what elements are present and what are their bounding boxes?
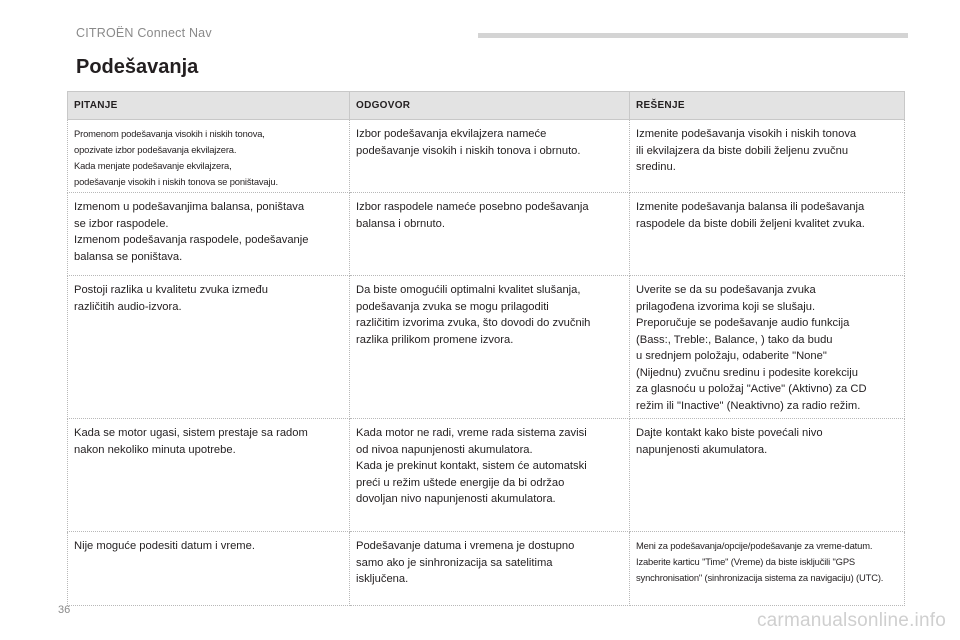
table-row bbox=[68, 276, 905, 419]
question-cell: Promenom podešavanja visokih i niskih tonova, opozivate izbor podešavanja ekvilajzera. Kada menjate podešavanje ekvilajzera, podešavanje visokih i niskih tonova se poništavaju. bbox=[68, 120, 350, 193]
table-row bbox=[68, 419, 905, 532]
page-number: 36 bbox=[58, 604, 71, 616]
question-cell: Kada se motor ugasi, sistem prestaje sa radom nakon nekoliko minuta upotrebe. bbox=[68, 419, 350, 532]
answer-cell: Da biste omogućili optimalni kvalitet slušanja, podešavanja zvuka se mogu prilagoditi različitim izvorima zvuka, što dovodi do zvučnih razlika prilikom promene izvora. bbox=[350, 276, 630, 419]
answer-cell: Izbor podešavanja ekvilajzera nameće podešavanje visokih i niskih tonova i obrnuto. bbox=[350, 120, 630, 193]
page-title: Podešavanja bbox=[76, 56, 199, 78]
header-divider bbox=[478, 33, 908, 38]
table-row bbox=[68, 532, 905, 606]
watermark-text: carmanualsonline.info bbox=[756, 610, 946, 631]
header-brand: CITROËN Connect Nav bbox=[76, 26, 212, 40]
column-header-question: PITANJE bbox=[68, 92, 350, 120]
answer-cell: Podešavanje datuma i vremena je dostupno samo ako je sinhronizacija sa satelitima isključena. bbox=[350, 532, 630, 606]
answer-cell: Kada motor ne radi, vreme rada sistema zavisi od nivoa napunjenosti akumulatora. Kada je prekinut kontakt, sistem će automatski preći u režim uštede energije da bi održao dovoljan nivo napunjenosti akumulatora. bbox=[350, 419, 630, 532]
solution-cell: Izmenite podešavanja visokih i niskih tonova ili ekvilajzera da biste dobili željenu zvučnu sredinu. bbox=[630, 120, 905, 193]
question-cell: Izmenom u podešavanjima balansa, poništava se izbor raspodele. Izmenom podešavanja raspodele, podešavanje balansa se poništava. bbox=[68, 193, 350, 276]
solution-cell: Dajte kontakt kako biste povećali nivo napunjenosti akumulatora. bbox=[630, 419, 905, 532]
solution-cell: Uverite se da su podešavanja zvuka prilagođena izvorima koji se slušaju. Preporučuje se podešavanje audio funkcija (Bass:, Treble:, Balance, ) tako da budu u srednjem položaju, odaberite "None" (Nijednu) zvučnu sredinu i podesite korekciju za glasnoću u položaj "Active" (Aktivno) za CD režim ili "Inactive" (Neaktivno) za radio režim. bbox=[630, 276, 905, 419]
table-row bbox=[68, 193, 905, 276]
solution-cell: Meni za podešavanja/opcije/podešavanje za vreme-datum. Izaberite karticu "Time" (Vreme) da biste isključili "GPS synchronisation" (sinhronizacija sistema za navigaciju) (UTC). bbox=[630, 532, 905, 606]
question-cell: Nije moguće podesiti datum i vreme. bbox=[68, 532, 350, 606]
table-header-row bbox=[68, 92, 905, 120]
table-row bbox=[68, 120, 905, 193]
solution-cell: Izmenite podešavanja balansa ili podešavanja raspodele da biste dobili željeni kvalitet zvuka. bbox=[630, 193, 905, 276]
question-cell: Postoji razlika u kvalitetu zvuka između različitih audio-izvora. bbox=[68, 276, 350, 419]
troubleshooting-table bbox=[67, 91, 905, 606]
column-header-solution: REŠENJE bbox=[630, 92, 905, 120]
column-header-answer: ODGOVOR bbox=[350, 92, 630, 120]
answer-cell: Izbor raspodele nameće posebno podešavanja balansa i obrnuto. bbox=[350, 193, 630, 276]
